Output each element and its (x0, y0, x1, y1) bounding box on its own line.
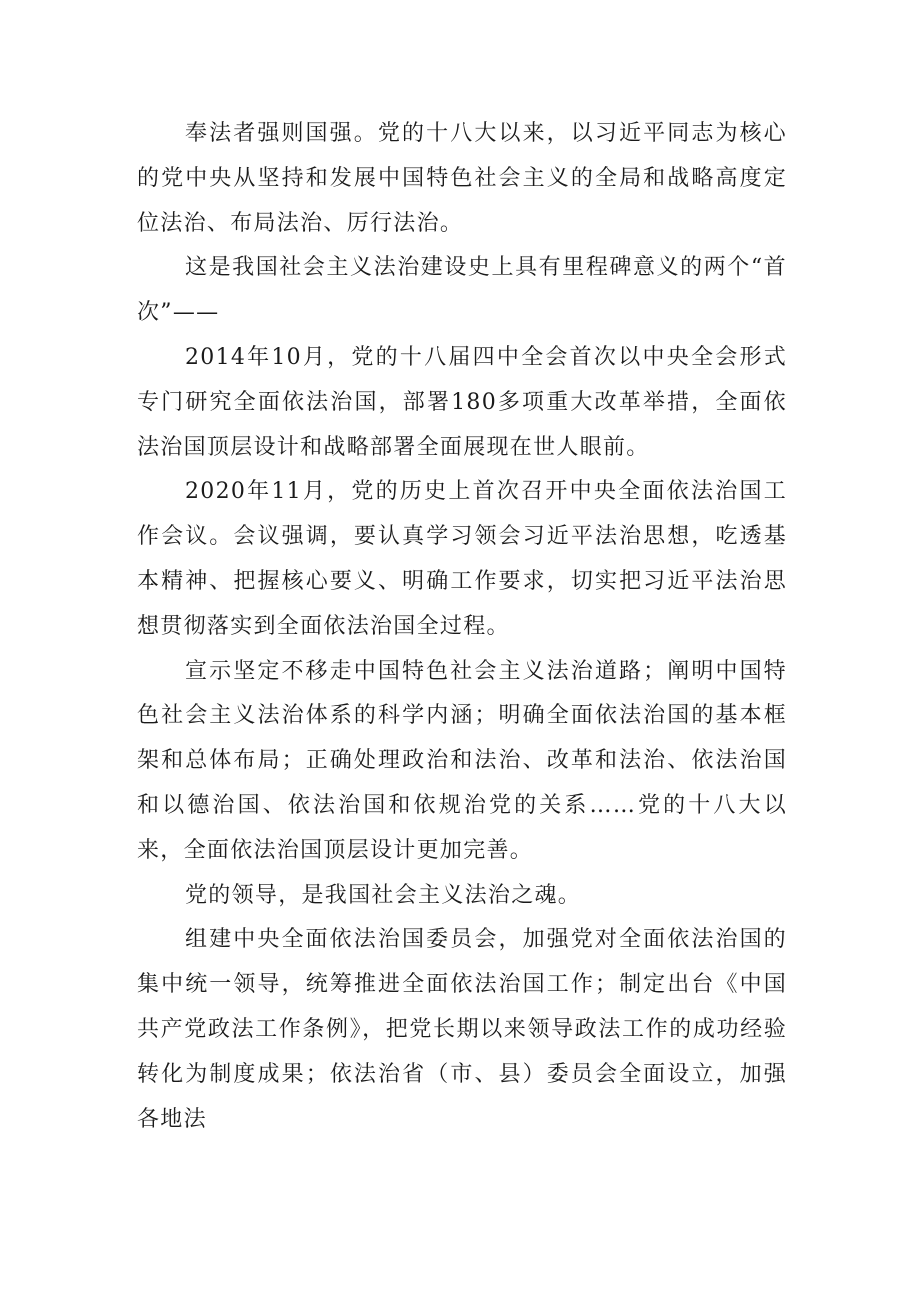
paragraph: 2014年10月，党的十八届四中全会首次以中央全会形式专门研究全面依法治国，部署180多项重大改革举措，全面依法治国顶层设计和战略部署全面展现在世人眼前。 (137, 344, 787, 460)
paragraph: 党的领导，是我国社会主义法治之魂。 (185, 882, 582, 908)
paragraph: 组建中央全面依法治国委员会，加强党对全面依法治国的集中统一领导，统筹推进全面依法治国工作；制定出台《中国共产党政法工作条例》，把党长期以来领导政法工作的成功经验转化为制度成果；依法治省（市、县）委员会全面设立，加强各地法 (137, 927, 787, 1132)
paragraph: 2020年11月，党的历史上首次召开中央全面依法治国工作会议。会议强调，要认真学习领会习近平法治思想，吃透基本精神、把握核心要义、明确工作要求，切实把习近平法治思想贯彻落实到全面依法治国全过程。 (137, 479, 787, 639)
paragraph: 这是我国社会主义法治建设史上具有里程碑意义的两个“首次”—— (137, 255, 787, 326)
document-body (137, 112, 787, 1142)
paragraph: 奉法者强则国强。党的十八大以来，以习近平同志为核心的党中央从坚持和发展中国特色社会主义的全局和战略高度定位法治、布局法治、厉行法治。 (137, 121, 787, 236)
paragraph: 宣示坚定不移走中国特色社会主义法治道路；阐明中国特色社会主义法治体系的科学内涵；明确全面依法治国的基本框架和总体布局；正确处理政治和法治、改革和法治、依法治国和以德治国、依法治国和依规治党的关系……党的十八大以来，全面依法治国顶层设计更加完善。 (137, 658, 787, 863)
